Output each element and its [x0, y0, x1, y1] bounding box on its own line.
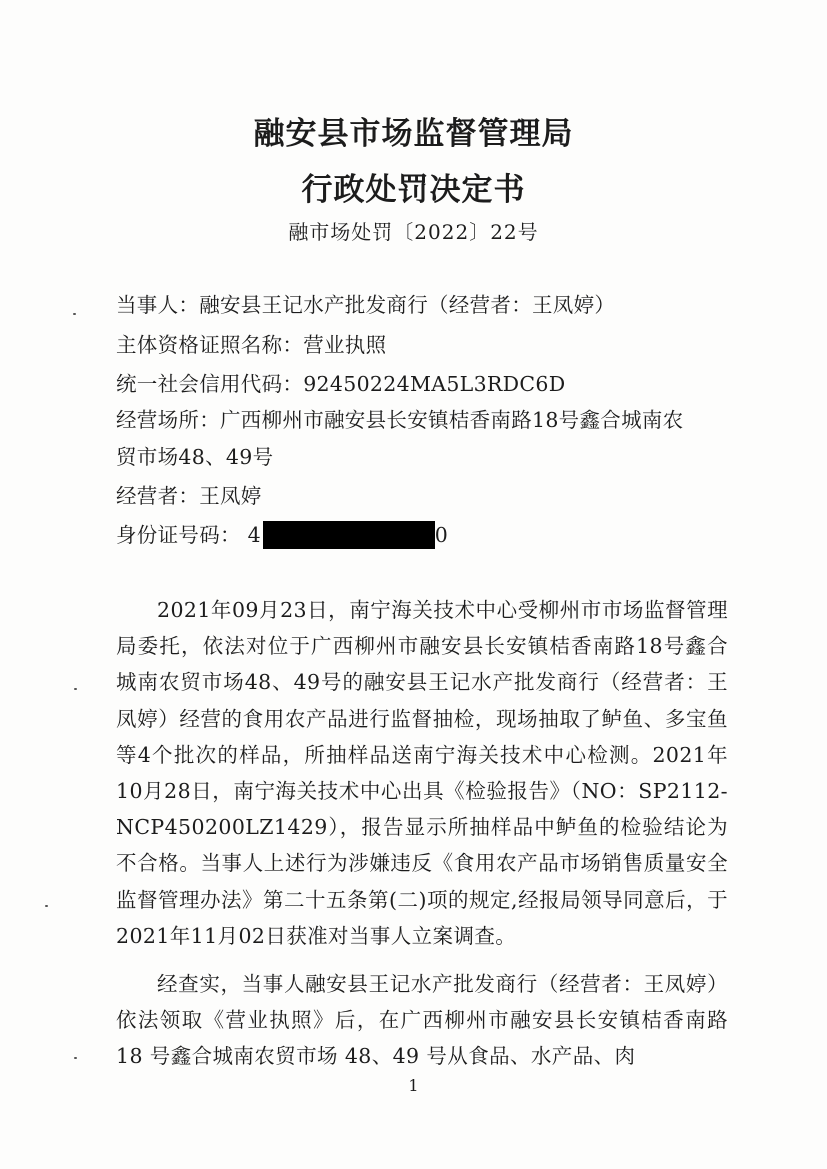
operator-line: 经营者：王凤婷 [116, 484, 262, 508]
id-number-line [116, 520, 726, 550]
business-address-line: 经营场所：广西柳州市融安县长安镇桔香南路18号鑫合城南农 [116, 408, 684, 432]
body-paragraph-2: 经查实，当事人融安县王记水产批发商行（经营者：王凤婷）依法领取《营业执照》后，在广西柳州市融安县长安镇桔香南路 18 号鑫合城南农贸市场 48、49 号从食品、水产品、肉 [116, 972, 728, 1069]
scan-speck [73, 313, 76, 315]
body-paragraph-1: 2021年09月23日，南宁海关技术中心受柳州市市场监督管理局委托，依法对位于广西柳州市融安县长安镇桔香南路18号鑫合城南农贸市场48、49号的融安县王记水产批发商行（经营者：王凤婷）经营的食用农产品进行监督抽检，现场抽取了鲈鱼、多宝鱼等4个批次的样品，所抽样品送南宁海关技术中心检测。2021年10月28日，南宁海关技术中心出具《检验报告》（NO：SP2112-NCP450200LZ1429），报告显示所抽样品中鲈鱼的检验结论为不合格。当事人上述行为涉嫌违反《食用农产品市场销售质量安全监督管理办法》第二十五条第(二)项的规定,经报局领导同意后，于2021年11月02日获准对当事人立案调查。 [116, 598, 728, 948]
id-number-suffix: 0 [434, 523, 450, 547]
party-name-line: 当事人：融安县王记水产批发商行（经营者：王凤婷） [116, 293, 616, 317]
scan-speck [74, 688, 77, 690]
scan-speck [45, 905, 48, 907]
id-number-label: 身份证号码： [116, 523, 241, 547]
agency-title: 融安县市场监督管理局 [253, 116, 574, 152]
business-address-continuation: 贸市场48、49号 [116, 445, 274, 469]
credit-code-line: 统一社会信用代码：92450224MA5L3RDC6D [116, 372, 566, 396]
id-number-prefix: 4 [247, 523, 263, 547]
document-number: 融市场处罚〔2022〕22号 [288, 220, 539, 244]
license-name-line: 主体资格证照名称：营业执照 [116, 333, 387, 357]
page-number: 1 [408, 1076, 419, 1095]
document-type-title: 行政处罚决定书 [301, 172, 526, 208]
redaction-bar [263, 521, 435, 549]
scan-speck [74, 1057, 77, 1059]
